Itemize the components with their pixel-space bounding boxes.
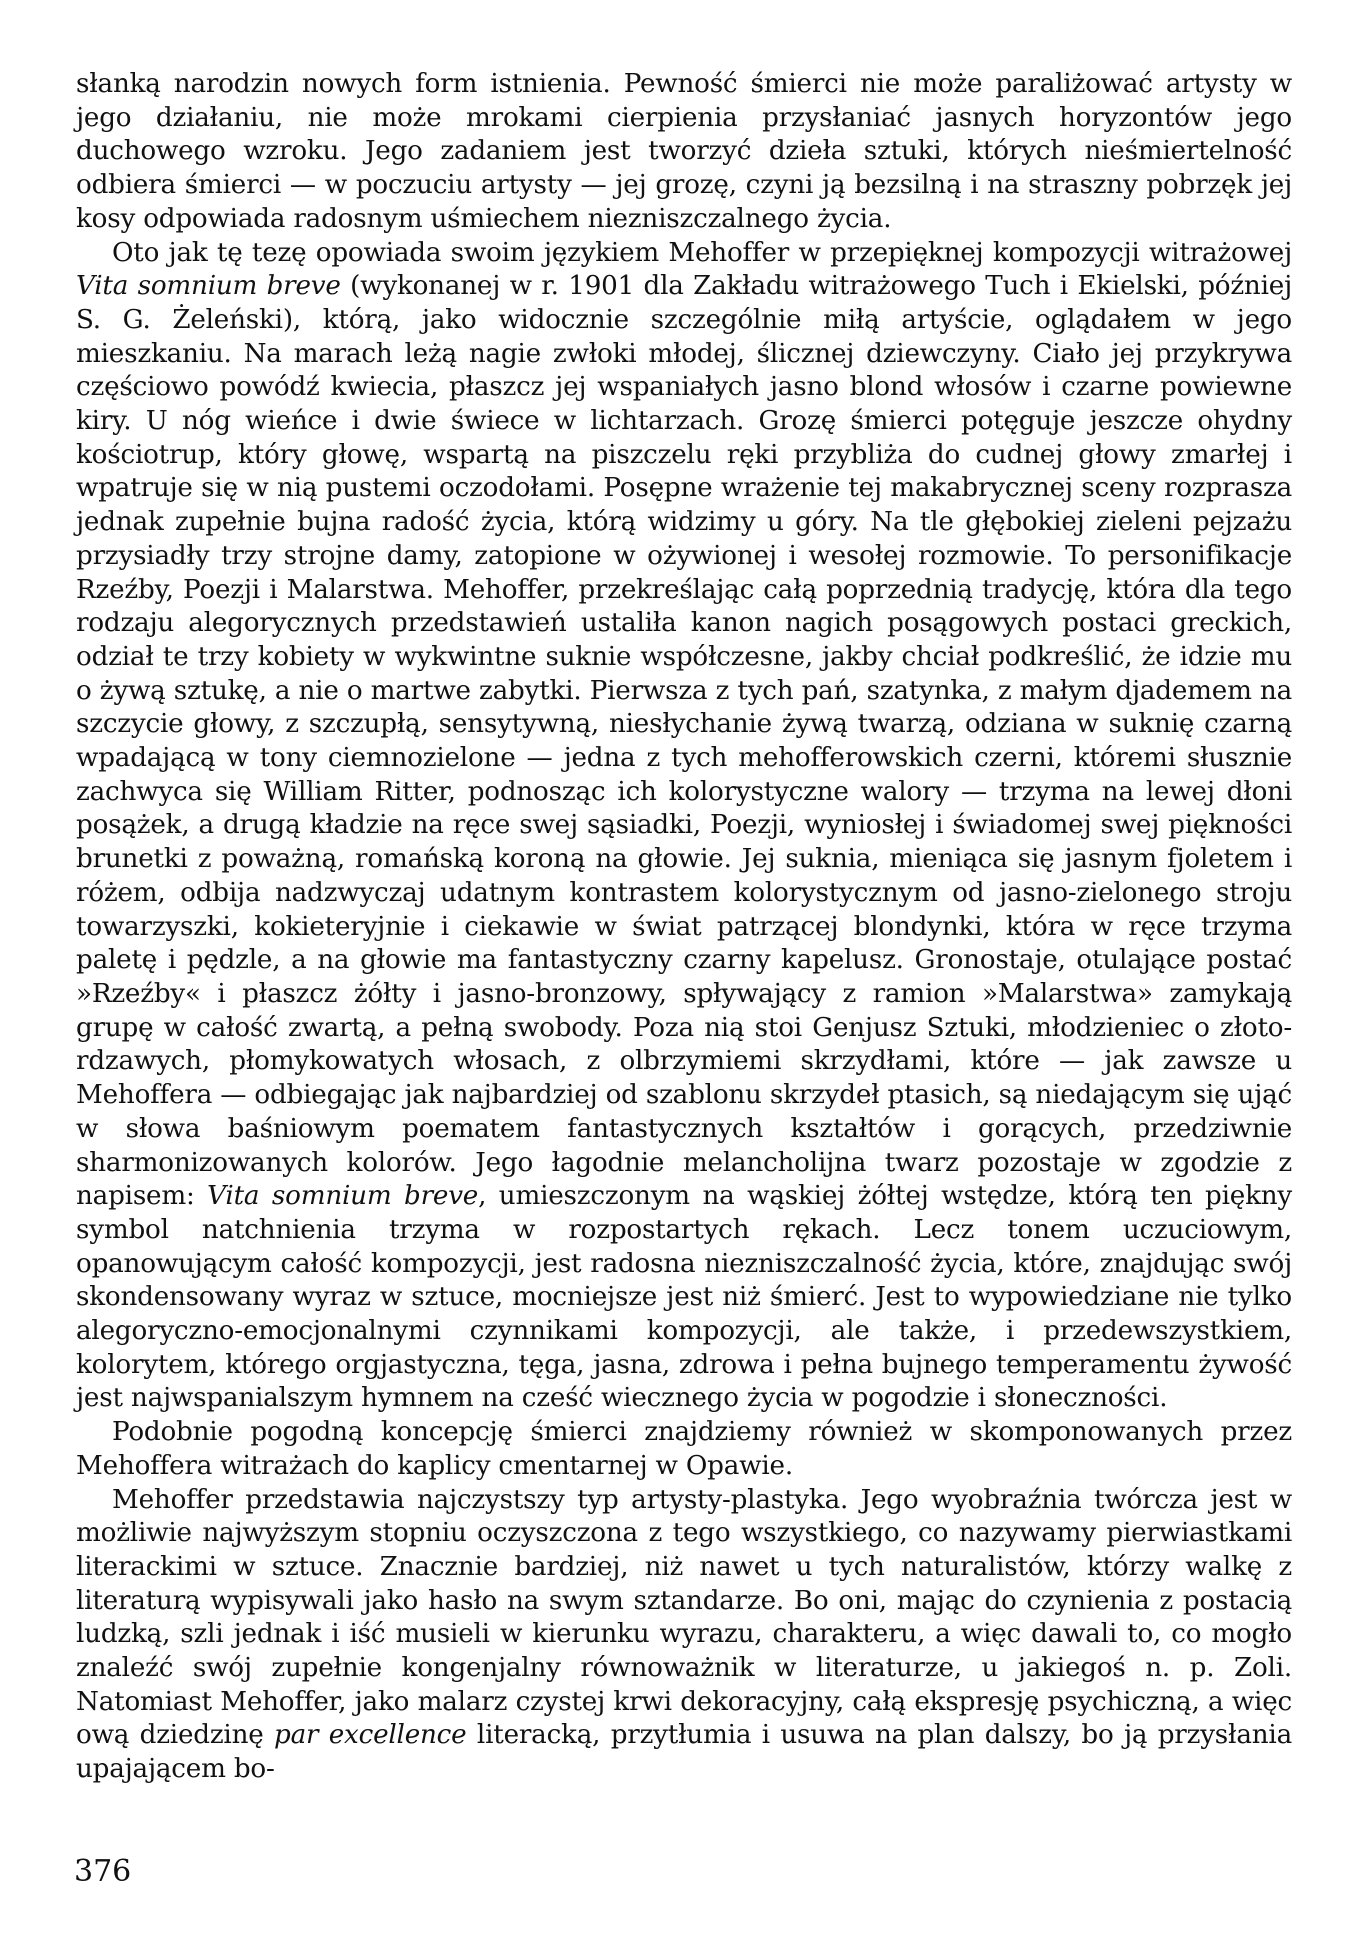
- text-segment: Mehoffer przedstawia najczystszy typ artysty-plastyka. Jego wyobraźnia twórcza jest w możliwie najwyższym stopniu oczyszczona z tego wszystkiego, co nazywamy pierwiastkami literackimi w sztuce. Znacznie bardziej, niż nawet u tych naturalistów, którzy walkę z literaturą wypisywali jako hasło na swym sztandarze. Bo oni, mając do czynienia z postacią ludzką, szli jednak i iść musieli w kierunku wyrazu, charakteru, a więc dawali to, co mogło znaleźć swój zupełnie kongenjalny równoważnik w literaturze, u jakiegoś n. p. Zoli. Natomiast Mehoffer, jako malarz czystej krwi dekoracyjny, całą ekspresję psychiczną, a więc ową dziedzinę: [76, 1484, 1292, 1751]
- paragraph-4: [76, 1484, 1292, 1787]
- italic-text: Vita somnium breve: [207, 1181, 479, 1212]
- text-segment: (wykonanej w r. 1901 dla Zakładu witrażowego Tuch i Ekielski, później S. G. Żeleński), którą, jako widocznie szczególnie miłą artyście, oglądałem w jego mieszkaniu. Na marach leżą nagie zwłoki młodej, ślicznej dziewczyny. Ciało jej przykrywa częściowo powódź kwiecia, płaszcz jej wspaniałych jasno blond włosów i czarne powiewne kiry. U nóg wieńce i dwie świece w lichtarzach. Grozę śmierci potęguje jeszcze ohydny kościotrup, który głowę, wspartą na piszczelu ręki przybliża do cudnej głowy zmarłej i wpatruje się w nią pustemi oczodołami. Posępne wrażenie tej makabrycznej sceny rozprasza jednak zupełnie bujna radość życia, którą widzimy u góry. Na tle głębokiej zieleni pejzażu przysiadły trzy strojne damy, zatopione w ożywionej i wesołej rozmowie. To personifikacje Rzeźby, Poezji i Malarstwa. Mehoffer, przekreślając całą poprzednią tradycję, która dla tego rodzaju alegorycznych przedstawień ustaliła kanon nagich posągowych postaci greckich, odział te trzy kobiety w wykwintne suknie współczesne, jakby chciał podkreślić, że idzie mu o żywą sztukę, a nie o martwe zabytki. Pierwsza z tych pań, szatynka, z małym djademem na szczycie głowy, z szczupłą, sensytywną, niesłychanie żywą twarzą, odziana w suknię czarną wpadającą w tony ciemnozielone — jedna z tych mehofferowskich czerni, któremi słusznie zachwyca się William Ritter, podnosząc ich kolorystyczne walory — trzyma na lewej dłoni posążek, a drugą kładzie na ręce swej sąsiadki, Poezji, wyniosłej i świadomej swej piękności brunetki z poważną, romańską koroną na głowie. Jej suknia, mieniąca się jasnym fjoletem i różem, odbija nadzwyczaj udatnym kontrastem kolorystycznym od jasno-zielonego stroju towarzyszki, kokieteryjnie i ciekawie w świat patrzącej blondynki, która w ręce trzyma paletę i pędzle, a na głowie ma fantastyczny czarny kapelusz. Gronostaje, otulające postać »Rzeźby« i płaszcz żółty i jasno-bronzowy, spływający z ramion »Malarstwa» zamykają grupę w całość zwartą, a pełną swobody. Poza nią stoi Genjusz Sztuki, młodzieniec o złoto-rdzawych, płomykowatych włosach, z olbrzymiemi skrzydłami, które — jak zawsze u Mehoffera — odbiegając jak najbardziej od szablonu skrzydeł ptasich, są niedającym się ująć w słowa baśniowym poematem fantastycznych kształtów i gorących, przedziwnie sharmonizowanych kolorów. Jego łagodnie melancholijna twarz pozostaje w zgodzie z napisem:: [76, 271, 1292, 1212]
- text-segment: , umieszczonym na wąskiej żółtej wstędze, którą ten piękny symbol natchnienia trzyma w rozpostartych rękach. Lecz tonem uczuciowym, opanowującym całość kompozycji, jest radosna niezniszczalność życia, które, znajdując swój skondensowany wyraz w sztuce, mocniejsze jest niż śmierć. Jest to wypowiedziane nie tylko alegoryczno-emocjonalnymi czynnikami kompozycji, ale także, i przedewszystkiem, kolorytem, którego orgjastyczna, tęga, jasna, zdrowa i pełna bujnego temperamentu żywość jest najwspanialszym hymnem na cześć wiecznego życia w pogodzie i słoneczności.: [76, 1181, 1293, 1414]
- text-segment: Podobnie pogodną koncepcję śmierci znajdziemy również w skomponowanych przez Mehoffera witrażach do kaplicy cmentarnej w Opawie.: [76, 1417, 1292, 1481]
- page-text: [76, 68, 1292, 1787]
- page-number: 376: [74, 1854, 132, 1889]
- paragraph-1: [76, 68, 1292, 237]
- text-segment: słanką narodzin nowych form istnienia. Pewność śmierci nie może paraliżować artysty w jego działaniu, nie może mrokami cierpienia przysłaniać jasnych horyzontów jego duchowego wzroku. Jego zadaniem jest tworzyć dzieła sztuki, których nieśmiertelność odbiera śmierci — w poczuciu artysty — jej grozę, czyni ją bezsilną i na straszny pobrzęk jej kosy odpowiada radosnym uśmiechem niezniszczalnego życia.: [76, 69, 1292, 234]
- paragraph-3: [76, 1416, 1292, 1483]
- italic-text: par excellence: [274, 1720, 467, 1751]
- paragraph-2: [76, 237, 1292, 1417]
- text-segment: literacką, przytłumia i usuwa na plan dalszy, bo ją przysłania upajającem bo-: [76, 1720, 1292, 1785]
- text-segment: Oto jak tę tezę opowiada swoim językiem Mehoffer w przepięknej kompozycji witrażowej: [112, 237, 1292, 268]
- italic-text: Vita somnium breve: [76, 271, 341, 302]
